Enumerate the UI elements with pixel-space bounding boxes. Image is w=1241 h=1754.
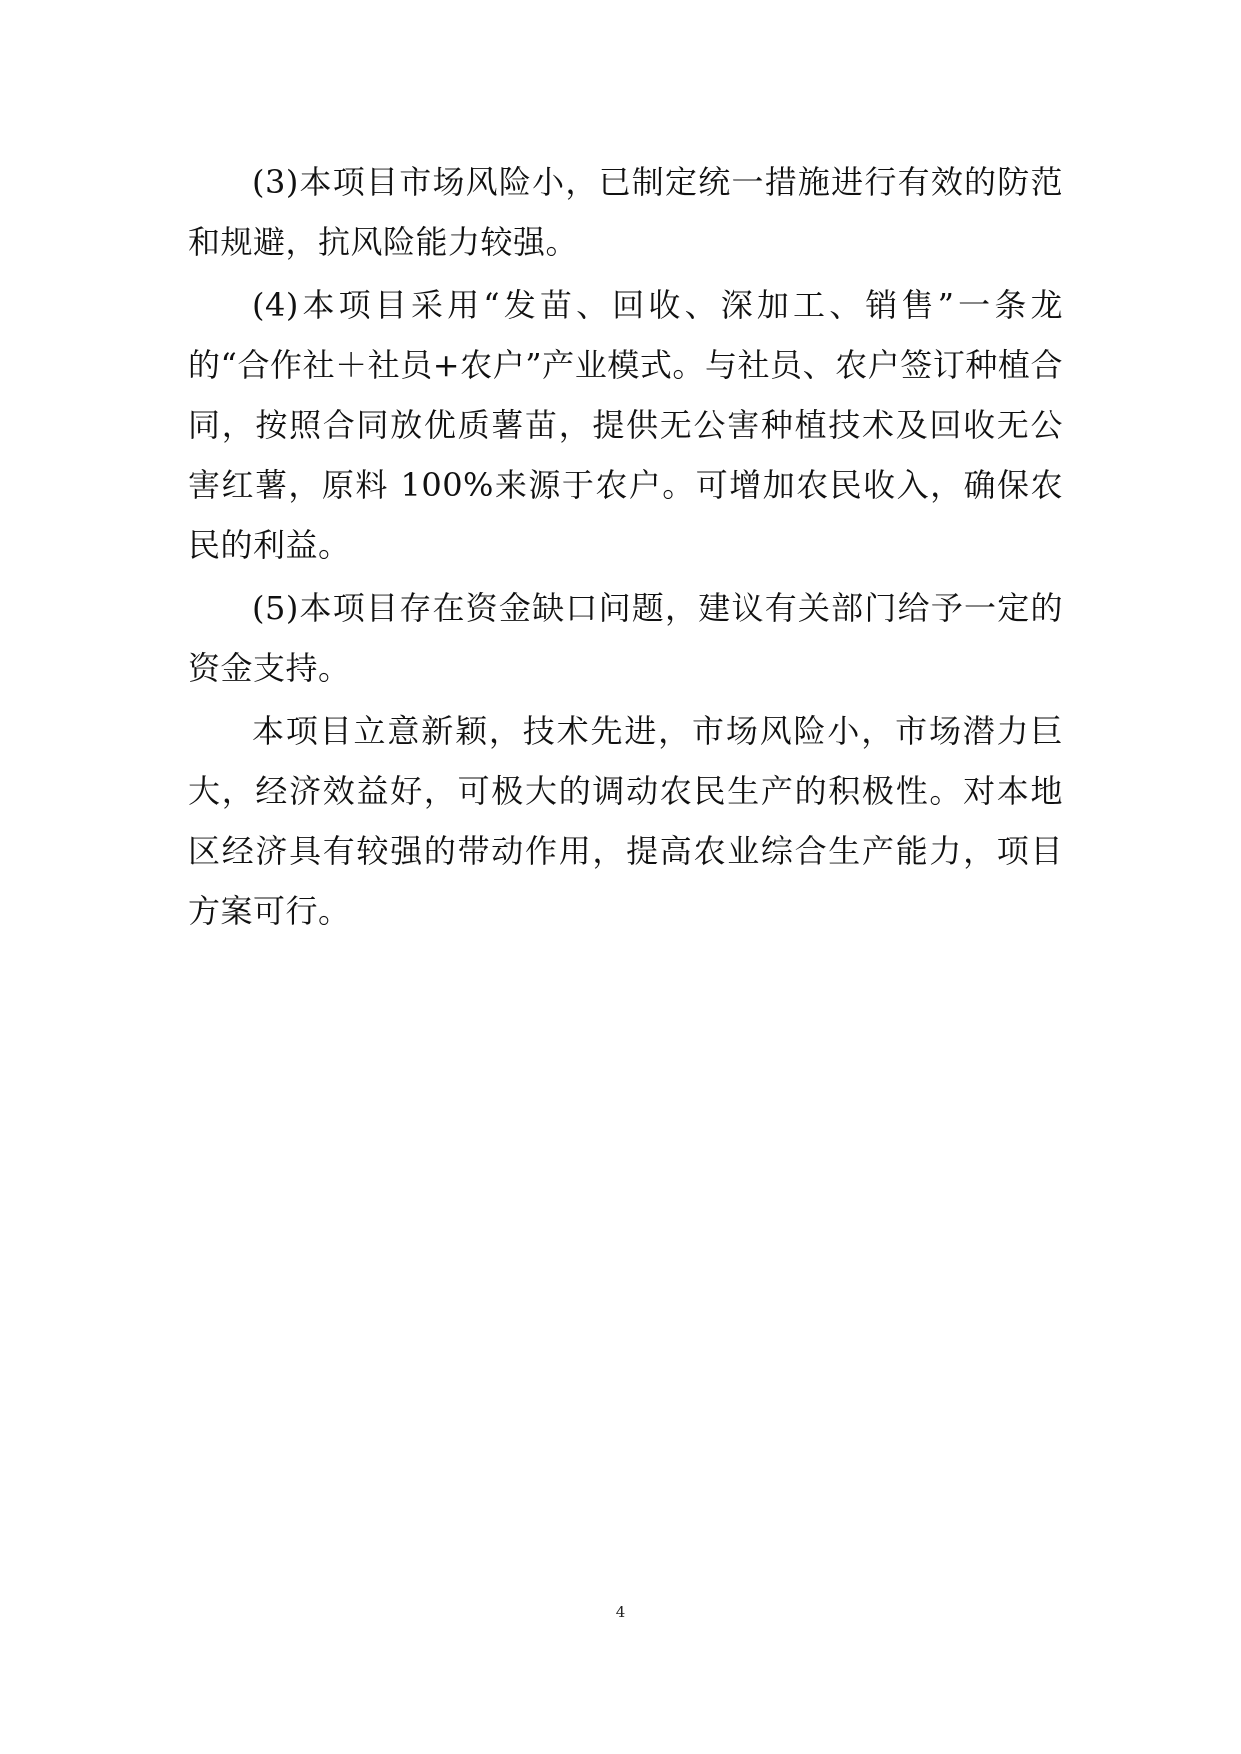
page-number: 4 (615, 1603, 626, 1621)
paragraph-item-4: (4)本项目采用“发苗、回收、深加工、销售”一条龙的“合作社＋社员+农户”产业模式。与社员、农户签订种植合同，按照合同放优质薯苗，提供无公害种植技术及回收无公害红薯，原料 100%来源于农户。可增加农民收入，确保农民的利益。 (188, 286, 1063, 564)
paragraph-item-5: (5)本项目存在资金缺口问题，建议有关部门给予一定的资金支持。 (188, 589, 1063, 687)
paragraph-conclusion: 本项目立意新颖，技术先进，市场风险小，市场潜力巨大，经济效益好，可极大的调动农民生产的积极性。对本地区经济具有较强的带动作用，提高农业综合生产能力，项目方案可行。 (188, 712, 1063, 930)
paragraph-item-3: (3)本项目市场风险小，已制定统一措施进行有效的防范和规避，抗风险能力较强。 (188, 163, 1063, 261)
document-body (188, 152, 1063, 941)
